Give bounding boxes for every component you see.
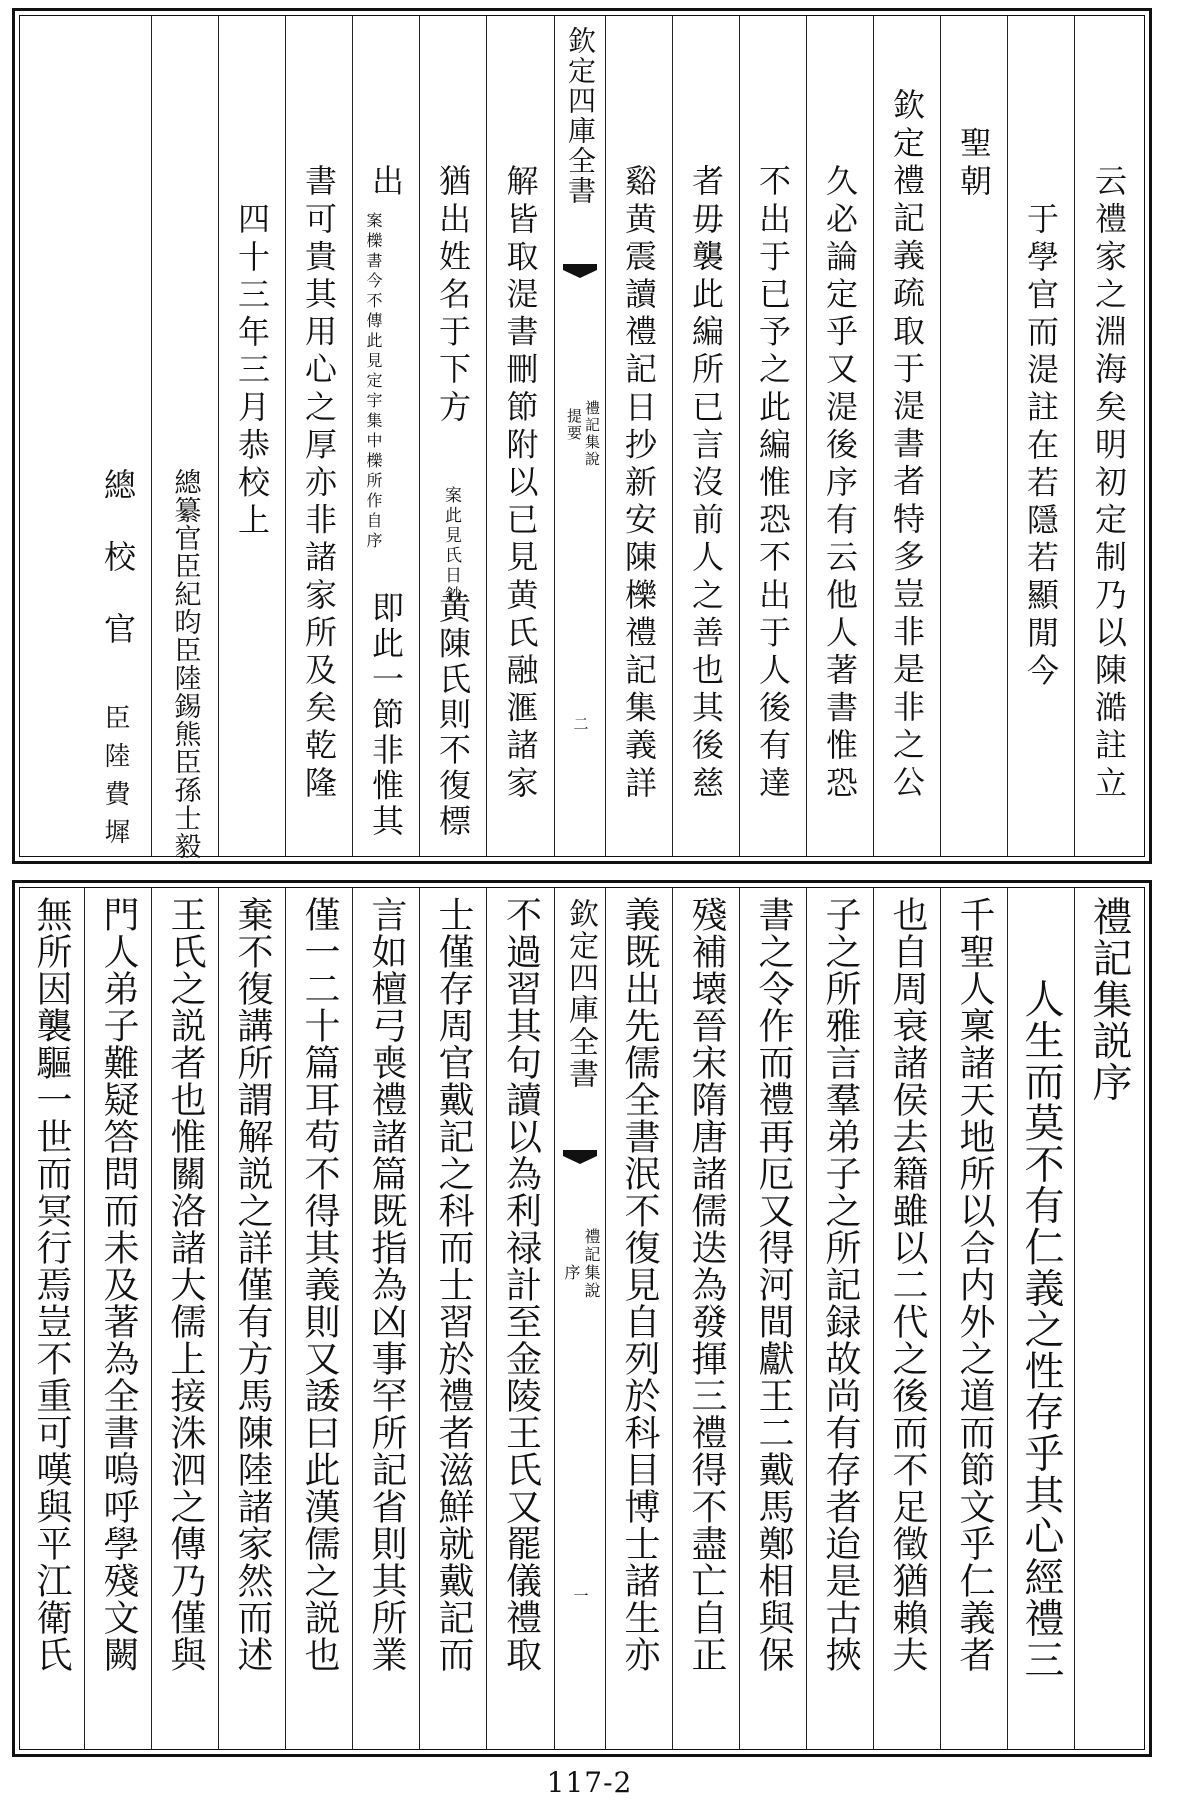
text-column: 欽定禮記義疏取于湜書者特多豈非是非之公 [888, 88, 926, 803]
bottom-col-14 [152, 888, 219, 1749]
text-column: 子之所雅言羣弟子之所記録故尚有存者迨是古挾 [820, 896, 861, 1673]
bottom-col-15 [85, 888, 152, 1749]
text-column: 棄不復講所謂解説之詳僅有方馬陳陸諸家然而述 [232, 896, 273, 1673]
top-col-8 [606, 16, 673, 856]
annotation-note: 案此見氏日鈔 [441, 486, 461, 606]
top-center-spine [554, 16, 606, 856]
top-col-9 [487, 16, 554, 856]
bottom-col-16 [18, 888, 85, 1749]
text-column: 言如檀弓喪禮諸篇既指為凶事罕所記省則其所業 [366, 896, 407, 1673]
bottom-col-4 [874, 888, 941, 1749]
bottom-col-6 [740, 888, 807, 1749]
text-column: 人生而莫不有仁義之性存乎其心經禮三 [1018, 978, 1064, 1681]
collection-title: 欽定四庫全書 [564, 26, 597, 206]
text-column: 四十三年三月恭校上 [233, 202, 271, 541]
top-col-2 [1008, 16, 1075, 856]
text-column: 也自周衰諸侯去籍雖以二代之後而不足徵猶賴夫 [887, 896, 928, 1673]
top-col-14 [152, 16, 219, 860]
annotation-note: 案櫟書今不傳此見定宇集中櫟所作自序 [364, 212, 383, 552]
folio-number: 一 [571, 1588, 590, 1605]
text-column: 黄陳氏則不復標 [434, 591, 472, 840]
text-column: 不出于已予之此編惟恐不出于人後有達 [754, 164, 792, 804]
bottom-col-10 [420, 888, 487, 1749]
top-col-4 [874, 16, 941, 856]
fishtail-mark-icon [563, 264, 597, 278]
folio-number: 二 [571, 716, 590, 733]
bottom-center-spine [554, 888, 606, 1749]
top-col-5 [807, 16, 874, 856]
proofreader-label: 總 校 官 [99, 468, 137, 648]
bottom-col-2 [1008, 888, 1075, 1749]
section-title: 提要 [565, 408, 583, 442]
text-column: 無所因襲驅一世而冥行焉豈不重可嘆與平江衛氏 [31, 896, 72, 1673]
text-column: 書可貴其用心之厚亦非諸家所及矣乾隆 [300, 164, 338, 804]
top-col-1 [1075, 16, 1143, 856]
bottom-col-13 [219, 888, 286, 1749]
text-column: 聖朝 [955, 126, 993, 202]
text-column: 猶出姓名于下方 [434, 164, 472, 428]
bottom-col-11 [353, 888, 420, 1749]
preface-title: 禮記集説序 [1086, 896, 1132, 1103]
top-col-10 [420, 16, 487, 856]
top-col-13 [219, 16, 286, 856]
text-column: 士僅存周官戴記之科而士習於禮者滋鮮就戴記而 [433, 896, 474, 1673]
bottom-col-12 [286, 888, 353, 1749]
bottom-col-8 [606, 888, 673, 1749]
text-column: 僅一二十篇耳苟不得其義則又諉曰此漢儒之説也 [299, 896, 340, 1673]
editors-credit: 總纂官臣紀昀臣陸錫熊臣孫士毅 [169, 468, 201, 860]
top-col-15 [85, 16, 152, 856]
text-column: 者毋襲此編所已言沒前人之善也其後慈 [687, 164, 725, 804]
book-title: 禮記集說 [582, 1228, 601, 1300]
text-column: 千聖人稟諸天地所以合内外之道而節文乎仁義者 [954, 896, 995, 1673]
text-column: 出 [367, 164, 405, 202]
bottom-col-3 [941, 888, 1008, 1749]
text-column: 門人弟子難疑答問而未及著為全書嗚呼學殘文闕 [98, 896, 139, 1673]
fishtail-mark-icon [563, 1150, 597, 1164]
bottom-col-1 [1075, 888, 1143, 1749]
text-column: 久必論定乎又湜後序有云他人著書惟恐 [821, 164, 859, 804]
section-title: 序 [562, 1264, 581, 1282]
bottom-col-5 [807, 888, 874, 1749]
top-col-12 [286, 16, 353, 856]
text-column: 義既出先儒全書泯不復見自列於科目博士諸生亦 [619, 896, 660, 1673]
bottom-col-9 [487, 888, 554, 1749]
text-column: 解皆取湜書刪節附以已見黄氏融滙諸家 [501, 164, 540, 804]
text-column: 于學官而湜註在若隱若顯閒今 [1022, 202, 1060, 691]
top-col-3 [941, 16, 1008, 856]
text-column: 殘補壊晉宋隋唐諸儒迭為發揮三禮得不盡亡自正 [686, 896, 727, 1673]
top-col-11 [353, 16, 420, 856]
book-title: 禮記集說 [583, 400, 601, 468]
text-column: 書之令作而禮再厄又得河間獻王二戴馬鄭相與保 [753, 896, 794, 1673]
top-col-6 [740, 16, 807, 856]
bottom-col-7 [673, 888, 740, 1749]
text-column: 不過習其句讀以為利禄計至金陵王氏又罷儀禮取 [500, 896, 542, 1673]
text-column: 谿黄震讀禮記日抄新安陳櫟禮記集義詳 [620, 164, 658, 804]
text-column: 云禮家之淵海矣明初定制乃以陳澔註立 [1090, 164, 1128, 804]
collection-title: 欽定四庫全書 [563, 898, 598, 1090]
page-number: 117-2 [546, 1766, 633, 1799]
text-column: 即此一節非惟其 [367, 591, 405, 840]
proofreader-name: 臣陸費墀 [100, 704, 130, 856]
text-column: 王氏之説者也惟關洛諸大儒上接洙泗之傳乃僅與 [165, 896, 206, 1673]
top-col-7 [673, 16, 740, 856]
